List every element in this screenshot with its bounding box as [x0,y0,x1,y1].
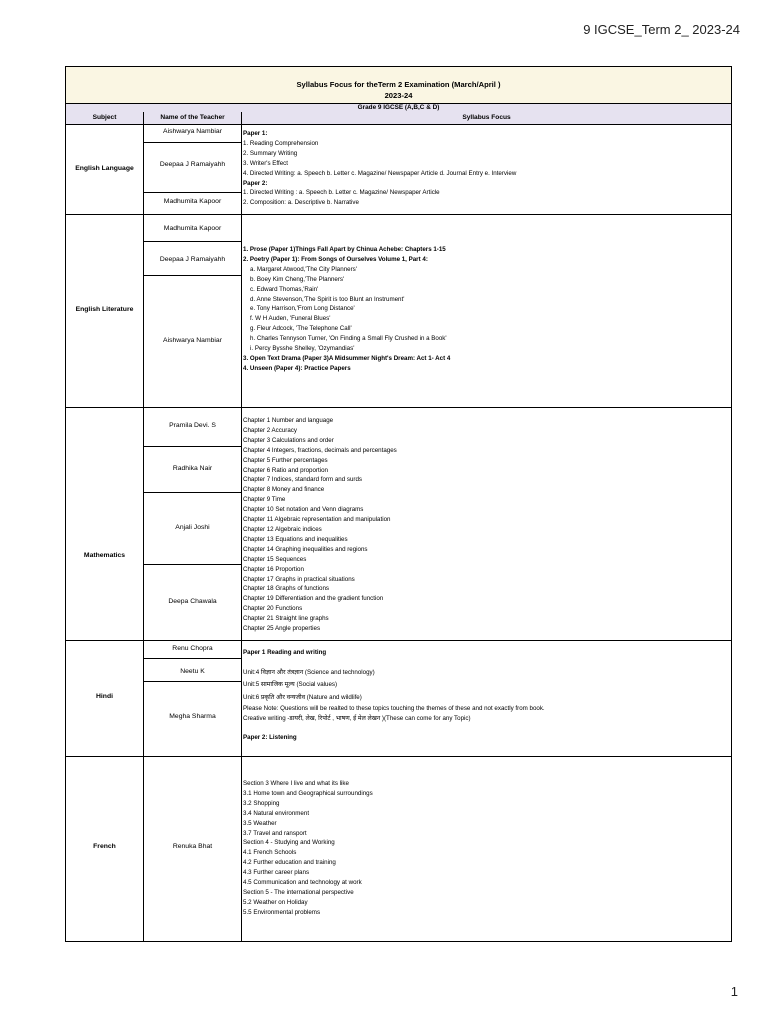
teacher-divider [143,446,242,447]
teacher-divider [143,142,242,143]
focus-line: 3.2 Shopping [243,799,280,807]
focus-line: Unit:6 प्रकृति और वन्यजीव (Nature and wildlife) [243,693,362,701]
focus-line: Chapter 4 Integers, fractions, decimals and percentages [243,446,397,454]
header-subject: Subject [92,114,117,121]
focus-line: Chapter 6 Ratio and proportion [243,466,328,474]
focus-line: e. Tony Harrison,'From Long Distance' [250,305,355,313]
grade-row: Grade 9 IGCSE (A,B,C & D) [66,103,731,113]
focus-line: Unit:4 विज्ञान और तंत्रज्ञान (Science and technology) [243,668,375,676]
title-block [66,67,731,103]
focus-mathematics [243,416,729,634]
focus-line: Unit:5 सामाजिक मूल्य (Social values) [243,681,338,689]
teacher-name: Pramila Devi. S [169,422,216,429]
document-title: 9 IGCSE_Term 2_ 2023-24 [583,22,740,37]
teacher-name: Renuka Bhat [172,843,213,850]
syllabus-table [65,66,732,942]
focus-line: d. Anne Stevenson,'The Spirit is too Blunt an Instrument' [250,295,405,303]
focus-line: h. Charles Tennyson Turner, 'On Finding a Small Fly Crushed in a Book' [250,335,447,343]
header-teacher: Name of the Teacher [160,114,225,121]
focus-line: Chapter 3 Calculations and order [243,436,334,444]
focus-line: Chapter 10 Set notation and Venn diagrams [243,506,364,514]
focus-line: Chapter 15 Sequences [243,555,307,563]
subject-hindi: Hindi [96,693,113,700]
column-divider [241,112,242,941]
focus-line: 3.7 Travel and ransport [243,829,307,837]
focus-line: 3.1 Home town and Geographical surroundings [243,789,373,797]
focus-line: 4. Directed Writing: a. Speech b. Letter c. Magazine/ Newspaper Article d. Journal Entry e. Interview [243,169,517,177]
focus-english-language [243,129,729,208]
focus-line: 3.4 Natural environment [243,809,310,817]
focus-line: Section 5 - The international perspective [243,888,354,896]
focus-line: Paper 1 Reading and writing [243,649,327,656]
focus-line: 4.5 Communication and technology at work [243,879,362,887]
focus-line: 3. Writer's Effect [243,159,288,167]
focus-line: 3. Open Text Drama (Paper 3)A Midsummer Night's Dream: Act 1- Act 4 [243,354,451,362]
focus-line: Creative writing -डायरी, लेख, रिपोर्ट , भाषण, ई मेल लेखन )(These can come for any Topic) [243,715,471,723]
focus-line: Chapter 1 Number and language [243,417,334,424]
focus-spacer [243,724,729,733]
focus-line: Chapter 13 Equations and inequalities [243,535,348,543]
focus-line: Chapter 9 Time [243,496,286,504]
focus-line: 4.3 Further career plans [243,869,310,877]
teacher-name: Deepaa J Ramaiyahh [159,256,226,263]
focus-line: 5.5 Environmental problems [243,908,321,916]
focus-line: Paper 2: Listening [243,734,297,742]
focus-line: Chapter 5 Further percentages [243,456,328,464]
focus-line: g. Fleur Adcock, 'The Telephone Call' [250,325,352,333]
focus-french [243,779,729,918]
focus-line: Chapter 8 Money and finance [243,486,325,494]
teacher-divider [143,492,242,493]
teacher-name: Deepa Chawala [168,598,217,605]
focus-line: Chapter 12 Algebraic indices [243,525,322,533]
table-title: Syllabus Focus for theTerm 2 Examination (March/April ) [296,80,501,89]
teacher-divider [143,241,242,242]
row-divider [66,407,731,408]
row-divider [66,214,731,215]
focus-line: 3.5 Weather [243,819,277,827]
focus-line: 1. Reading Comprehension [243,139,319,147]
teacher-name: Neetu K [180,668,205,675]
teacher-name: Madhumita Kapoor [163,198,222,205]
focus-line: Chapter 25 Angle properties [243,625,321,633]
teacher-divider [143,192,242,193]
focus-line: Paper 1: [243,130,268,137]
focus-line: Chapter 7 Indices, standard form and surds [243,476,363,484]
focus-line: Chapter 18 Graphs of functions [243,585,329,593]
teacher-divider [143,658,242,659]
subject-english-literature: English Literature [75,306,134,313]
focus-line: Section 3 Where I live and what its like [243,780,349,787]
focus-line: Chapter 21 Straight line graphs [243,615,329,623]
focus-english-literature [243,245,729,374]
focus-line: Chapter 16 Proportion [243,565,304,573]
subject-english-language: English Language [75,165,134,172]
academic-year: 2023-24 [384,91,413,100]
focus-line: 1. Prose (Paper 1)Things Fall Apart by Chinua Achebe: Chapters 1-15 [243,246,446,253]
focus-line: f. W H Auden, 'Funeral Blues' [250,315,331,323]
focus-line: 2. Poetry (Paper 1): From Songs of Ourselves Volume 1, Part 4: [243,255,428,263]
teacher-name: Renu Chopra [172,645,213,652]
focus-line: 4.1 French Schools [243,849,297,857]
row-divider [66,640,731,641]
focus-line: Chapter 11 Algebraic representation and manipulation [243,516,391,524]
teacher-divider [143,681,242,682]
page-number: 1 [730,984,738,999]
focus-line: 2. Summary Writing [243,149,298,157]
subject-mathematics: Mathematics [83,552,126,559]
teacher-name: Radhika Nair [172,465,213,472]
focus-line: Please Note: Questions will be realted to these topics touching the themes of these and not exactly from book. [243,705,545,713]
focus-line: Section 4 - Studying and Working [243,839,335,847]
focus-line: 4. Unseen (Paper 4): Practice Papers [243,364,351,372]
focus-hindi [243,648,729,743]
focus-line: Chapter 20 Functions [243,605,303,613]
focus-line: c. Edward Thomas,'Rain' [250,285,319,293]
focus-line: Chapter 2 Accuracy [243,426,297,434]
focus-line: Paper 2: [243,179,268,187]
header-row [66,112,731,125]
teacher-divider [143,564,242,565]
header-focus: Syllabus Focus [462,114,511,121]
subject-french: French [93,843,116,850]
focus-line: 4.2 Further education and training [243,859,336,867]
teacher-name: Deepaa J Ramaiyahh [159,161,226,168]
focus-line: 2. Composition: a. Descriptive b. Narrative [243,199,359,207]
focus-line: b. Boey Kim Cheng,'The Planners' [250,275,345,283]
focus-line: Chapter 14 Graphing inequalities and regions [243,545,368,553]
teacher-name: Aishwarya Nambiar [163,128,222,135]
focus-line: 1. Directed Writing : a. Speech b. Letter c. Magazine/ Newspaper Article [243,189,440,197]
focus-spacer [243,658,729,667]
focus-line: Chapter 19 Differentiation and the gradient function [243,595,384,603]
teacher-name: Aishwarya Nambiar [163,337,222,344]
teacher-name: Madhumita Kapoor [163,225,222,232]
focus-line: 5.2 Weather on Holiday [243,898,308,906]
focus-line: i. Percy Bysshe Shelley, 'Ozymandias' [250,345,355,353]
row-divider [66,756,731,757]
focus-line: Chapter 17 Graphs in practical situations [243,575,355,583]
teacher-name: Anjali Joshi [175,524,210,531]
teacher-name: Megha Sharma [169,713,216,720]
teacher-divider [143,275,242,276]
focus-line: a. Margaret Atwood,'The City Planners' [250,265,357,273]
